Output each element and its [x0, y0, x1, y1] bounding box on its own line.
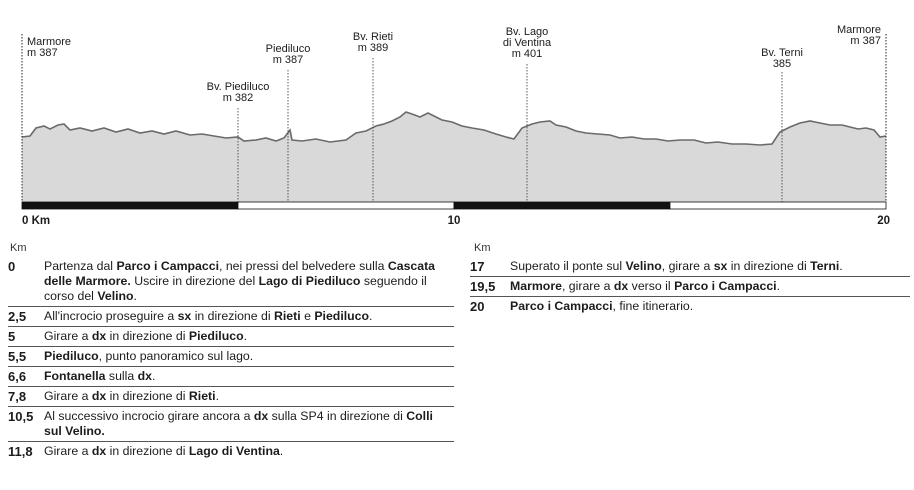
text-run: sulla SP4 in direzione di: [268, 409, 407, 423]
text-run: .: [776, 279, 781, 293]
km-value: 11,8: [8, 444, 33, 459]
text-run: , nei pressi del belvedere sulla: [219, 259, 388, 273]
itinerary-text: [44, 409, 454, 439]
itinerary-row: [470, 297, 910, 316]
itinerary-left-column: [8, 242, 454, 461]
waypoint-label: [353, 31, 393, 54]
text-run: seguendo il corso del: [44, 274, 427, 303]
waypoint-name: Piediluco: [265, 43, 311, 55]
text-run: verso il: [628, 279, 675, 293]
itinerary-text: [510, 299, 910, 314]
itinerary-row: [8, 407, 454, 442]
waypoint-altitude: m 387: [27, 47, 58, 59]
bold-text: sx: [177, 309, 192, 323]
km-value: 0: [8, 259, 16, 274]
bold-text: Velino: [97, 289, 134, 303]
itinerary-text: [44, 389, 454, 404]
bold-text: dx: [91, 329, 107, 343]
text-run: Al successivo incrocio girare ancora a: [44, 409, 254, 423]
waypoint-name: Marmore: [27, 36, 72, 48]
bold-text: Piediluco: [44, 349, 99, 363]
km-value: 19,5: [470, 279, 496, 294]
text-run: , fine itinerario.: [612, 299, 694, 313]
km-value: 17: [470, 259, 485, 274]
distance-scale-segment: [22, 202, 238, 209]
text-run: e: [300, 309, 315, 323]
distance-tick-label: 10: [447, 215, 461, 227]
waypoint-altitude: m 387: [272, 54, 304, 66]
waypoint-name: di Ventina: [502, 37, 552, 49]
itinerary-row: [470, 277, 910, 297]
bold-text: Parco i Campacci: [674, 279, 777, 293]
text-run: , girare a: [561, 279, 614, 293]
text-run: .: [839, 259, 843, 273]
text-run: , punto panoramico sul lago.: [98, 349, 254, 363]
km-value: 5,5: [8, 349, 27, 364]
text-run: Girare a: [44, 329, 92, 343]
itinerary-text: [44, 259, 454, 304]
bold-text: dx: [613, 279, 629, 293]
text-run: .: [279, 444, 284, 458]
bold-text: Fontanella: [44, 369, 106, 383]
km-value: 6,6: [8, 369, 27, 384]
bold-text: Lago di Piediluco: [258, 274, 361, 288]
itinerary-text: [44, 444, 454, 459]
text-run: All'incrocio proseguire a: [44, 309, 178, 323]
waypoint-altitude: m 382: [222, 92, 254, 104]
text-run: Partenza dal: [44, 259, 117, 273]
bold-text: Piediluco: [314, 309, 370, 323]
waypoint-name: Marmore: [836, 24, 881, 36]
km-header: Km: [474, 242, 491, 254]
text-run: in direzione di: [106, 389, 189, 403]
bold-text: dx: [253, 409, 269, 423]
itinerary-right-column: [470, 242, 910, 316]
text-run: .: [369, 309, 373, 323]
bold-text: Rieti: [274, 309, 301, 323]
waypoint-name: Bv. Piediluco: [206, 81, 270, 93]
distance-tick-label: 0 Km: [22, 215, 51, 227]
text-run: .: [243, 329, 248, 343]
waypoint-altitude: m 387: [850, 35, 881, 47]
bold-text: Velino: [625, 259, 662, 273]
text-run: Girare a: [44, 444, 92, 458]
waypoint-label: [761, 47, 803, 70]
waypoint-label: [207, 81, 270, 104]
waypoint-label: [266, 43, 311, 66]
itinerary-row: [8, 347, 454, 367]
text-run: in direzione di: [191, 309, 274, 323]
distance-tick-label: 20: [877, 215, 890, 227]
distance-scale-segment: [238, 202, 454, 209]
itinerary-row: [470, 257, 910, 277]
km-value: 20: [470, 299, 485, 314]
text-run: .: [215, 389, 219, 403]
text-run: in direzione di: [106, 329, 189, 343]
bold-text: Piediluco: [188, 329, 244, 343]
waypoint-label: [27, 36, 71, 59]
bold-text: sx: [713, 259, 728, 273]
waypoint-label: [503, 26, 552, 60]
bold-text: Lago di Ventina: [188, 444, 280, 458]
bold-text: dx: [91, 389, 107, 403]
waypoint-altitude: 385: [772, 58, 792, 70]
bold-text: Parco i Campacci: [116, 259, 219, 273]
text-run: Superato il ponte sul: [510, 259, 626, 273]
text-run: Girare a: [44, 389, 92, 403]
itinerary-row: [8, 327, 454, 347]
elevation-profile: [0, 0, 914, 242]
itinerary-text: [510, 259, 910, 274]
waypoint-name: Bv. Rieti: [352, 31, 394, 43]
waypoint-name: Bv. Lago: [505, 26, 549, 38]
itinerary-text: [44, 309, 454, 324]
km-value: 10,5: [8, 409, 34, 424]
text-run: .: [151, 369, 156, 383]
text-run: .: [133, 289, 137, 303]
itinerary-text: [44, 349, 454, 364]
bold-text: Marmore: [510, 279, 562, 293]
itinerary-row: [8, 257, 454, 307]
text-run: , girare a: [661, 259, 714, 273]
distance-scale-segment: [670, 202, 886, 209]
waypoint-name: Bv. Terni: [761, 47, 803, 59]
km-value: 5: [8, 329, 16, 344]
waypoint-altitude: m 401: [511, 48, 543, 60]
itinerary-row: [8, 307, 454, 327]
km-value: 7,8: [8, 389, 27, 404]
bold-text: Rieti: [188, 389, 216, 403]
km-value: 2,5: [8, 309, 27, 324]
waypoint-altitude: m 389: [357, 42, 389, 54]
itinerary-text: [44, 369, 454, 384]
text-run: in direzione di: [727, 259, 811, 273]
km-header: Km: [10, 242, 27, 254]
bold-text: Colli sul Velino.: [44, 409, 433, 438]
itinerary-row: [8, 367, 454, 387]
text-run: sulla: [105, 369, 138, 383]
itinerary-text: [510, 279, 910, 294]
text-run: Uscire in direzione del: [130, 274, 259, 288]
itinerary-row: [8, 387, 454, 407]
bold-text: Parco i Campacci: [510, 299, 613, 313]
bold-text: Terni: [810, 259, 840, 273]
bold-text: dx: [137, 369, 152, 383]
bold-text: Cascata delle Marmore.: [44, 259, 436, 288]
itinerary-row: [8, 442, 454, 461]
itinerary-text: [44, 329, 454, 344]
bold-text: dx: [91, 444, 107, 458]
waypoint-label: [837, 24, 881, 47]
distance-scale-segment: [454, 202, 670, 209]
text-run: in direzione di: [106, 444, 189, 458]
terrain-area: [22, 112, 886, 202]
